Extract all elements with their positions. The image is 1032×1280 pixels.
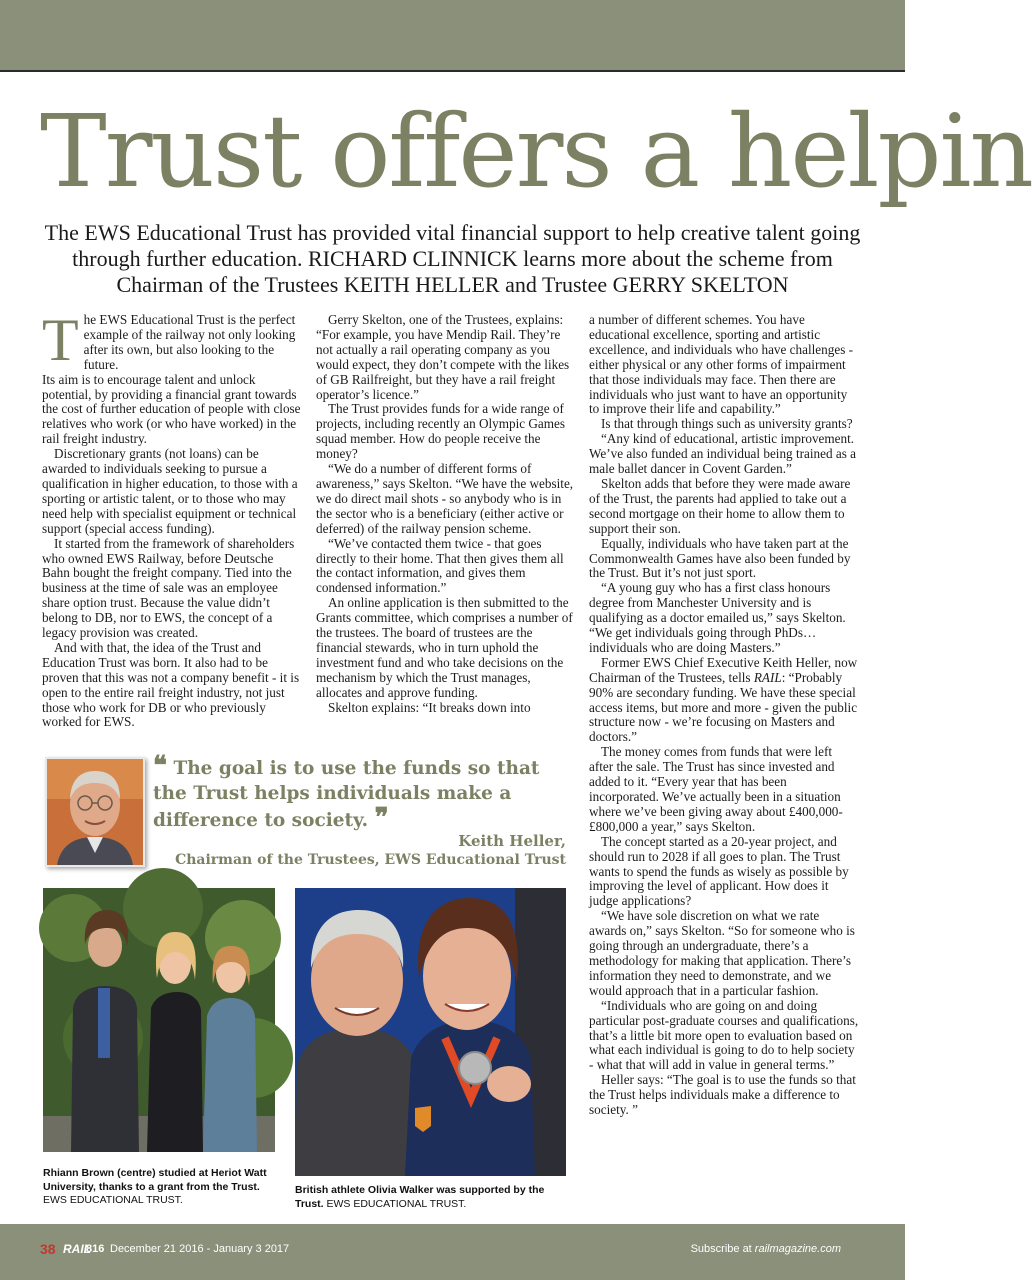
body-paragraph: “We do a number of different forms of awareness,” says Skelton. “We have the website, we do direct mail shots - so anybody who is in the sector who is a beneficiary (either active or deferred) of the railway pension scheme. <box>316 461 574 536</box>
subscribe-link[interactable]: Subscribe at railmagazine.com <box>690 1243 841 1255</box>
athlete-photo-illustration <box>295 888 566 1176</box>
body-paragraph: Is that through things such as university grants? <box>601 416 853 432</box>
body-paragraph: “A young guy who has a first class honours degree from Manchester University and is qualifying as a doctor emailed us,” says Skelton. “We get individuals going through PhDs… individuals who are doing Masters.” <box>589 580 846 655</box>
body-paragraph: a number of different schemes. You have educational excellence, sporting and artistic excellence, and individuals who have challenges - either physical or any other forms of impairment that those individuals may face. Then there are individuals who just want to have an opportunity to improve their life and capability.” <box>589 312 854 417</box>
body-paragraph: “Any kind of educational, artistic improvement. We’ve also funded an individual being trained as a male ballet dancer in Covent Garden.” <box>589 431 856 477</box>
opening-paragraph: The EWS Educational Trust is the perfect example of the railway not only looking after its own, but also looking to the future. <box>42 307 296 373</box>
body-paragraph: And with that, the idea of the Trust and Education Trust was born. It also had to be proven that this was not a company benefit - it is open to the entire rail freight industry, not just those who work for DB or who previously worked for EWS. <box>42 639 300 730</box>
body-paragraph: It started from the framework of shareholders who owned EWS Railway, before Deutsche Bahn bought the freight company. Tied into the business at the time of sale was an employee share option trust. Because the value didn’t belong to DB, nor to EWS, the concept of a legacy provision was created. <box>42 535 295 641</box>
body-paragraph: An online application is then submitted to the Grants committee, which comprises a number of the trustees. The board of trustees are the financial stewards, who in turn uphold the investment fund and who take decisions on the mechanism by which the Trust manages, allocates and approve funding. <box>316 595 573 700</box>
magazine-name-inline: RAIL <box>753 669 782 685</box>
photo-caption-2: British athlete Olivia Walker was supported by the Trust. EWS EDUCATIONAL TRUST. <box>295 1184 545 1210</box>
issue-number: 816 <box>86 1243 105 1255</box>
body-paragraph: Skelton adds that before they were made aware of the Trust, the parents had applied to take out a second mortgage on their home to allow them to support their son. <box>589 475 851 536</box>
graduation-photo-illustration <box>43 888 275 1152</box>
pull-quote <box>153 751 573 833</box>
body-paragraph: The Trust provides funds for a wide range of projects, including recently an Olympic Games squad member. How do people receive the money? <box>316 401 566 462</box>
body-paragraph: Equally, individuals who have taken part at the Commonwealth Games have also been funded by the Trust. But it’s not just sport. <box>589 535 851 581</box>
pull-quote-attribution-name: Keith Heller, <box>458 832 566 850</box>
photo-athlete-selfie <box>295 888 566 1176</box>
portrait-illustration <box>47 759 143 865</box>
body-paragraph: Heller says: “The goal is to use the funds so that the Trust helps individuals make a difference to society. ” <box>589 1072 856 1118</box>
top-color-band <box>0 0 905 72</box>
portrait-photo <box>45 757 145 867</box>
magazine-name: RAIL <box>63 1242 91 1256</box>
body-paragraph: The money comes from funds that were left after the sale. The Trust has since invested and added to it. “Every year that has been incorporated. We’ve actually been in a situation where we’ve been giving away about £400,000-£800,000 a year,” says Skelton. <box>589 744 843 834</box>
article-column-1 <box>42 307 304 730</box>
body-paragraph: Skelton explains: “It breaks down into <box>328 699 531 715</box>
body-paragraph: Discretionary grants (not loans) can be awarded to individuals seeking to pursue a qualification in higher education, to those with a sporting or artistic talent, or to those who may need help with specialist equipment or technical support (special access funding). <box>42 446 298 536</box>
article-column-2 <box>316 313 578 715</box>
body-paragraph: Its aim is to encourage talent and unlock potential, by providing a financial grant towards the cost of further education of people with close relatives who work (or who have worked) in the rail freight industry. <box>42 371 301 447</box>
body-paragraph: “We’ve contacted them twice - that goes directly to their home. That then gives them all the contact information, and gives them condensed information.” <box>316 535 564 596</box>
page-number: 38 <box>40 1241 56 1257</box>
drop-cap: T <box>42 307 79 373</box>
pull-quote-text: The goal is to use the funds so that the Trust helps individuals make a difference to society. <box>153 758 540 831</box>
body-paragraph: “We have sole discretion on what we rate awards on,” says Skelton. “So for someone who is going through an undergraduate, there’s a methodology for making that application. There’s information they need to demonstrate, and we would approach that in a particular fashion. <box>589 908 855 998</box>
body-paragraph: The concept started as a 20-year project, and should run to 2028 if all goes to plan. The Trust wants to spend the funds as wisely as possible by improving the level of applicant. How does it judge applications? <box>589 833 849 909</box>
body-paragraph: Gerry Skelton, one of the Trustees, explains: “For example, you have Mendip Rail. They’re not actually a rail operating company as you would expect, they don’t compete with the likes of GB Railfreight, but they have a rail freight operator’s licence.” <box>316 312 570 402</box>
close-quote-icon: ❞ <box>374 803 389 833</box>
pull-quote-attribution-role: Chairman of the Trustees, EWS Educational Trust <box>175 852 566 868</box>
open-quote-icon: ❝ <box>153 751 167 781</box>
issue-dates: December 21 2016 - January 3 2017 <box>110 1243 290 1255</box>
photo-caption-1: Rhiann Brown (centre) studied at Heriot Watt University, thanks to a grant from the Trust. EWS EDUCATIONAL TRUST. <box>43 1167 267 1206</box>
article-column-3 <box>589 313 859 1118</box>
photo-graduation-group <box>43 888 275 1152</box>
body-paragraph: “Individuals who are going on and doing particular post-graduate courses and qualifications, that’s a little bit more open to evaluation based on what each individual is going to do to help society - what that will add in value in general terms.” <box>589 997 859 1073</box>
headline: Trust offers a helpin <box>40 93 1032 210</box>
standfirst: The EWS Educational Trust has provided vital financial support to help creative talent going through further education. RICHARD CLINNICK learns more about the scheme from Chairman of the Trustees KEITH HELLER and Trustee GERRY SKELTON <box>44 220 861 297</box>
body-paragraph: Former EWS Chief Executive Keith Heller, now Chairman of the Trustees, tells RAIL: “Probably 90% are secondary funding. We have these special access items, but more and more - given the public structure now - we’re focusing on Masters and doctors.” <box>589 654 858 745</box>
